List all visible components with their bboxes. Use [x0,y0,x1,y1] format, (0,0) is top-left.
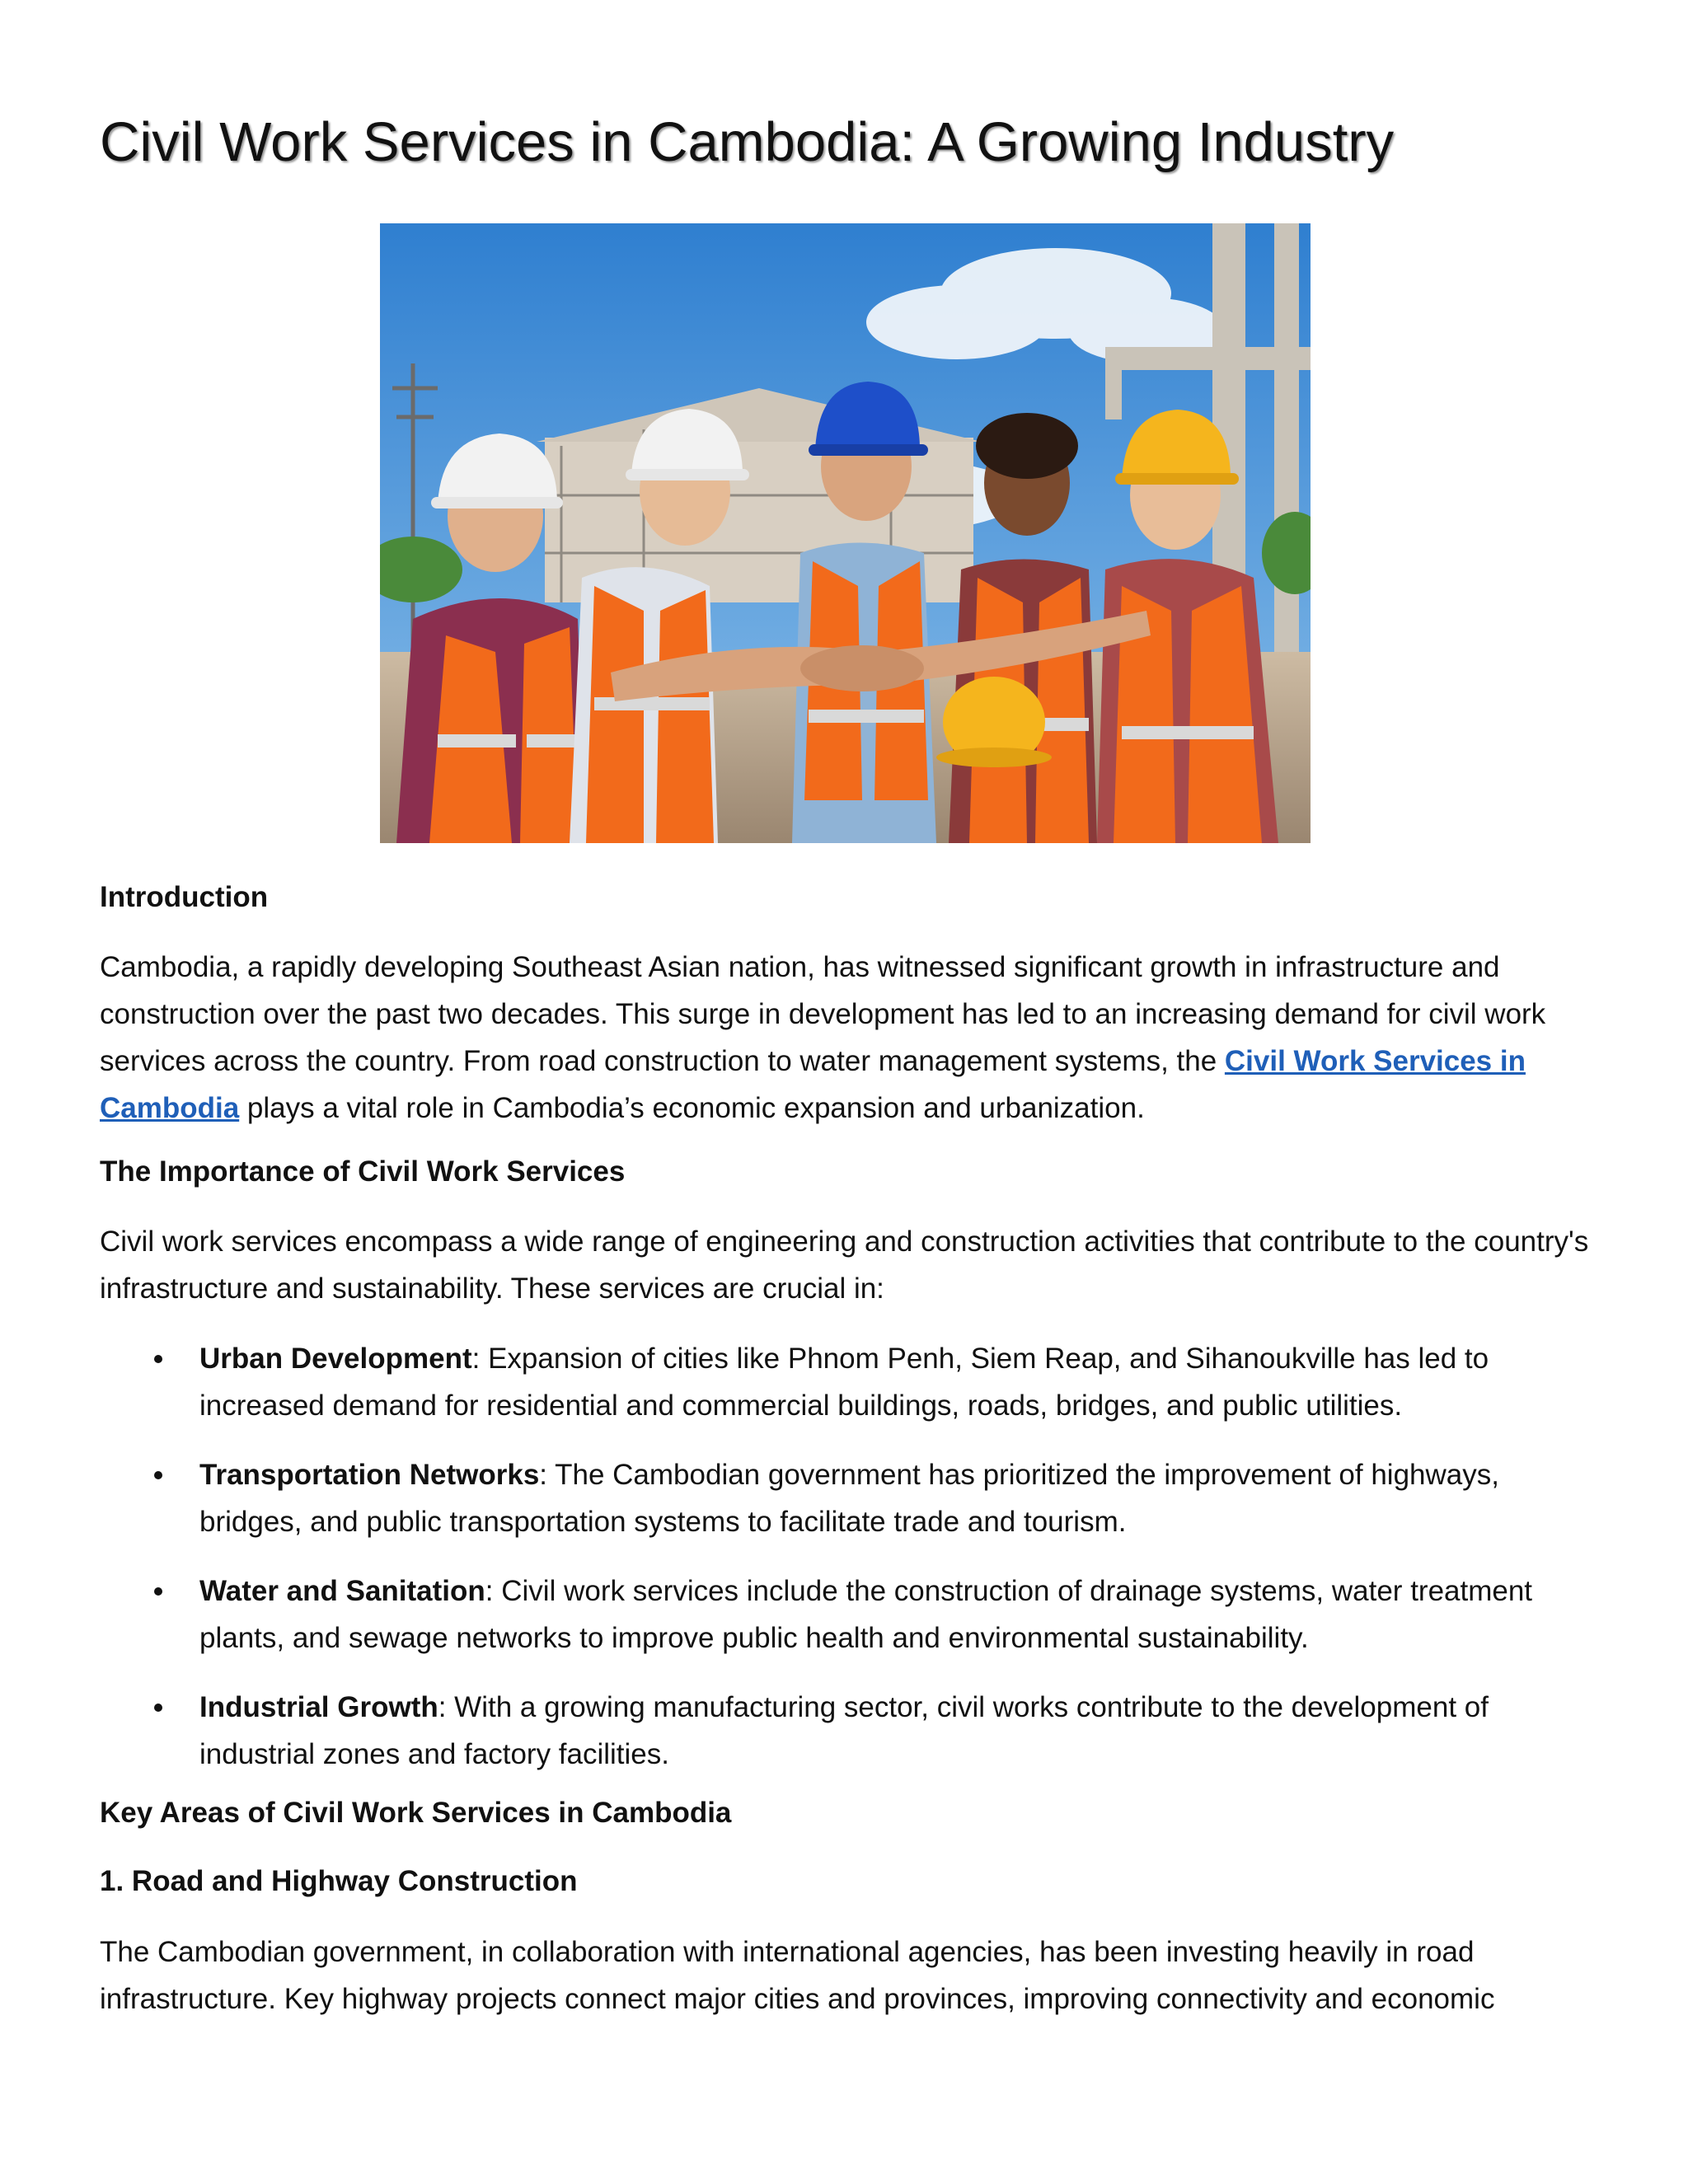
road-construction-paragraph: The Cambodian government, in collaboration with international agencies, has been investing heavily in road infrastructure. Key highway projects connect major cities and provinces, improving connectivity and economic [100,1936,1495,2015]
importance-list [100,1335,1592,1800]
construction-workers-photo [380,223,1311,843]
bullet-icon [154,1471,162,1479]
list-item-text: : Expansion of cities like Phnom Penh, Siem Reap, and Sihanoukville has led to increased demand for residential and commercial buildings, roads, bridges, and public utilities. [199,1343,1489,1422]
importance-heading: The Importance of Civil Work Services [100,1155,626,1188]
intro-text-start: Cambodia, a rapidly developing Southeast Asian nation, has witnessed significant growth in infrastructure and construction over the past two decades. This surge in development has led to an increasing demand for civil work services across the country. From road construction to water management systems, the [100,951,1546,1077]
list-item-term: Urban Development [199,1343,472,1375]
list-item [100,1684,1592,1778]
bullet-icon [154,1704,162,1712]
list-item-term: Transportation Networks [199,1459,540,1491]
list-item-term: Industrial Growth [199,1691,438,1723]
intro-text-end: plays a vital role in Cambodia’s economic expansion and urbanization. [239,1092,1145,1124]
intro-paragraph [100,944,1592,1132]
list-item-text: : Civil work services include the construction of drainage systems, water treatment plants, and sewage networks to improve public health and environmental sustainability. [199,1575,1533,1654]
list-item [100,1335,1592,1429]
list-item-term: Water and Sanitation [199,1575,485,1607]
civil-work-services-link[interactable]: Civil Work Services in Cambodia [100,1045,1526,1124]
bullet-icon [154,1355,162,1363]
list-item [100,1568,1592,1661]
list-item-text: : The Cambodian government has prioritized the improvement of highways, bridges, and public transportation systems to facilitate trade and tourism. [199,1459,1499,1538]
page-title: Civil Work Services in Cambodia: A Growing Industry [100,111,1395,173]
key-areas-heading: Key Areas of Civil Work Services in Cambodia [100,1797,732,1829]
bullet-icon [154,1587,162,1596]
list-item-text: : With a growing manufacturing sector, civil works contribute to the development of industrial zones and factory facilities. [199,1691,1489,1770]
list-item [100,1451,1592,1545]
intro-heading: Introduction [100,881,269,913]
importance-paragraph: Civil work services encompass a wide range of engineering and construction activities that contribute to the country's infrastructure and sustainability. These services are crucial in: [100,1226,1589,1305]
worker-3 [792,382,936,843]
hero-image [380,223,1311,843]
road-construction-subheading: 1. Road and Highway Construction [100,1865,578,1897]
